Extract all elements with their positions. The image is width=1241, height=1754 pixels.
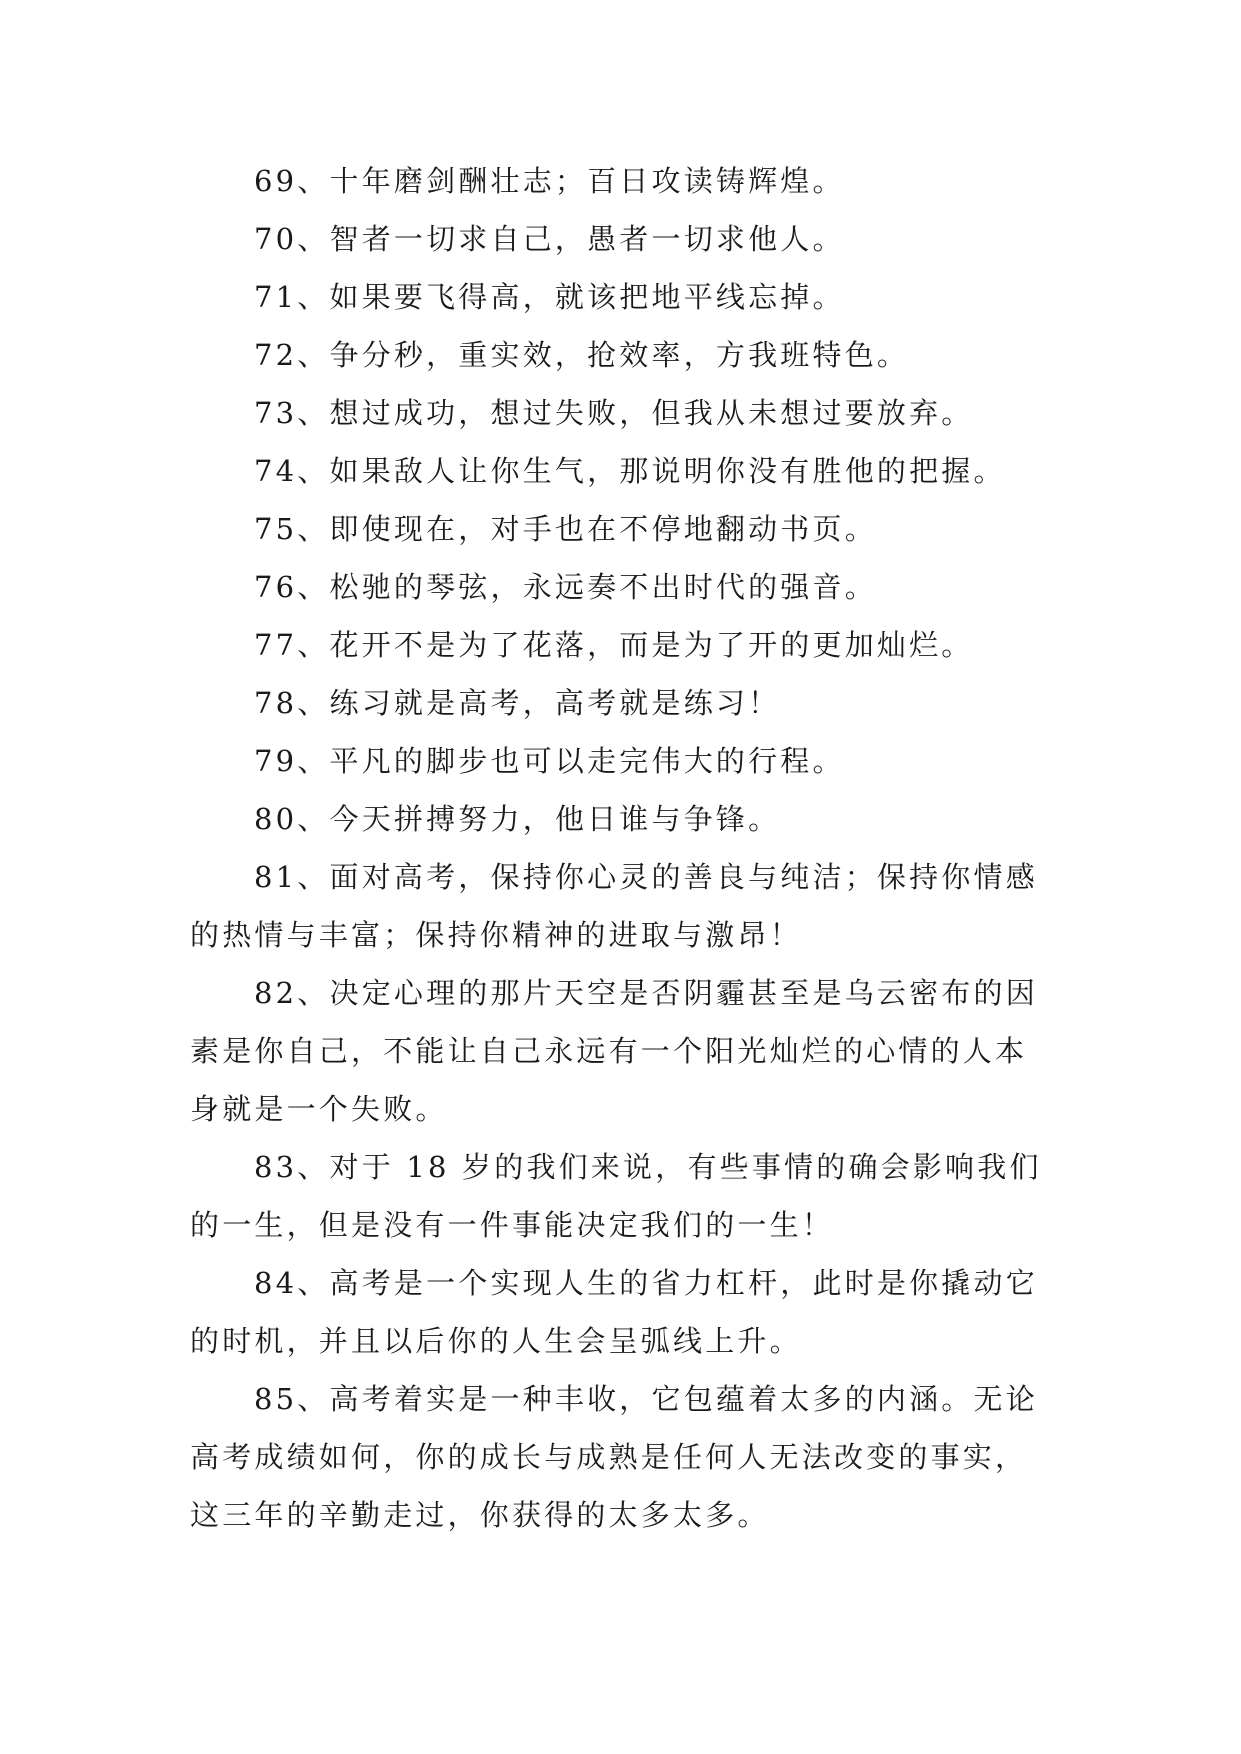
list-item: 77、花开不是为了花落，而是为了开的更加灿烂。 (254, 628, 974, 662)
list-item: 70、智者一切求自己，愚者一切求他人。 (254, 222, 845, 256)
list-item: 78、练习就是高考，高考就是练习！ (254, 686, 781, 720)
document-body (190, 152, 1052, 1544)
list-item: 69、十年磨剑酬壮志；百日攻读铸辉煌。 (254, 164, 845, 198)
list-item: 71、如果要飞得高，就该把地平线忘掉。 (254, 280, 845, 314)
list-item: 81、面对高考，保持你心灵的善良与纯洁；保持你情感的热情与丰富；保持你精神的进取与激昂！ (190, 860, 1038, 952)
list-item: 82、决定心理的那片天空是否阴霾甚至是乌云密布的因素是你自己，不能让自己永远有一个阳光灿烂的心情的人本身就是一个失败。 (190, 976, 1038, 1126)
list-item: 84、高考是一个实现人生的省力杠杆，此时是你撬动它的时机，并且以后你的人生会呈弧线上升。 (190, 1266, 1038, 1358)
list-item: 80、今天拼搏努力，他日谁与争锋。 (254, 802, 781, 836)
list-item: 73、想过成功，想过失败，但我从未想过要放弃。 (254, 396, 974, 430)
list-item: 76、松驰的琴弦，永远奏不出时代的强音。 (254, 570, 877, 604)
list-item: 72、争分秒，重实效，抢效率，方我班特色。 (254, 338, 910, 372)
list-item: 75、即使现在，对手也在不停地翻动书页。 (254, 512, 877, 546)
list-item: 85、高考着实是一种丰收，它包蕴着太多的内涵。无论高考成绩如何，你的成长与成熟是任何人无法改变的事实，这三年的辛勤走过，你获得的太多太多。 (190, 1382, 1038, 1532)
list-item: 79、平凡的脚步也可以走完伟大的行程。 (254, 744, 845, 778)
list-item: 74、如果敌人让你生气，那说明你没有胜他的把握。 (254, 454, 1006, 488)
list-item: 83、对于 18 岁的我们来说，有些事情的确会影响我们的一生，但是没有一件事能决定我们的一生！ (190, 1150, 1042, 1242)
